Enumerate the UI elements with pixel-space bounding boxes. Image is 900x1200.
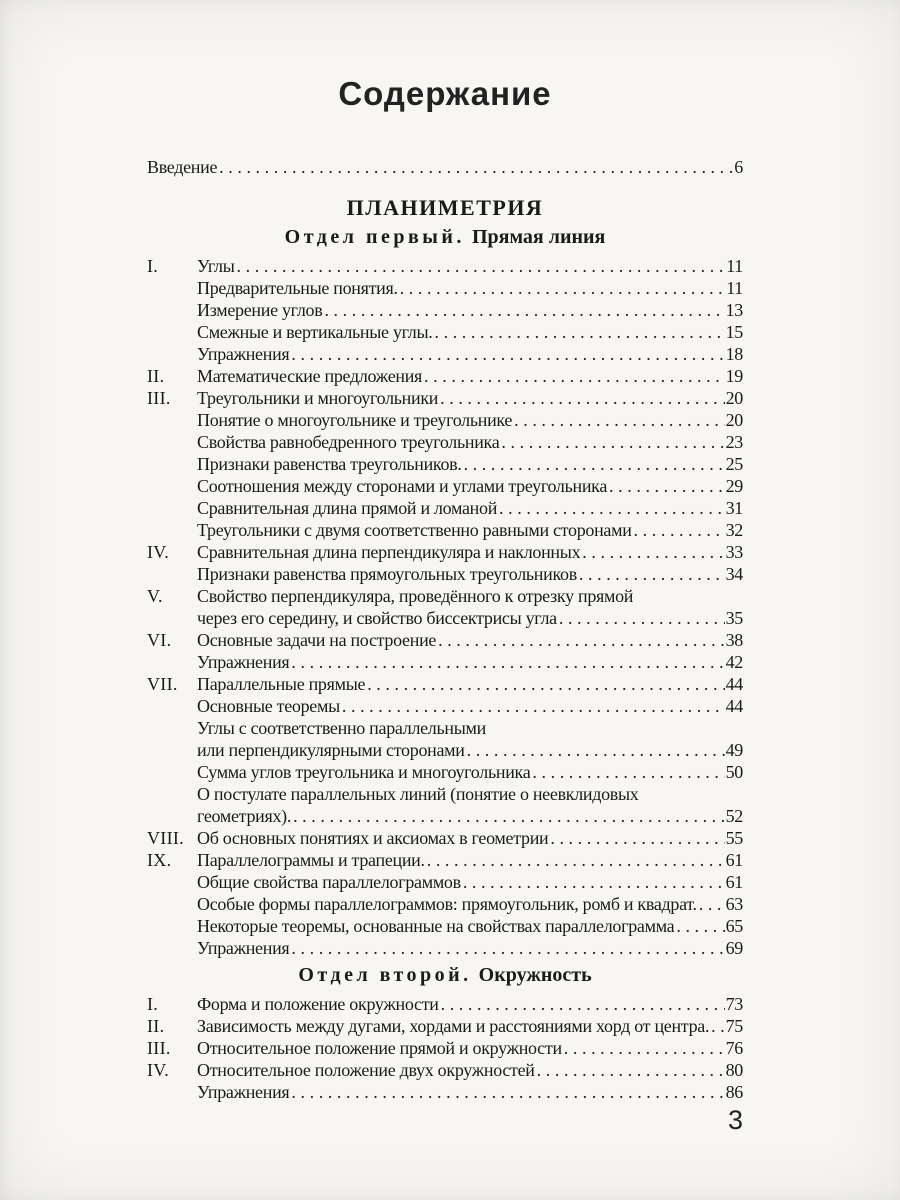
toc-entry-page: 55	[725, 828, 743, 848]
toc-entry-label: Предварительные понятия.	[197, 278, 398, 298]
dot-leader	[579, 563, 725, 585]
toc-entry-page: 35	[725, 608, 743, 628]
section-heading-plain: Прямая линия	[471, 226, 606, 248]
toc-entry-numeral: IX.	[147, 850, 172, 870]
section-entries	[147, 255, 743, 959]
toc-entry-page: 32	[725, 520, 743, 540]
toc-entry-page: 65	[725, 916, 743, 936]
toc-entry	[147, 1081, 743, 1103]
dot-leader	[464, 453, 725, 475]
toc-entry-label: Параллелограммы и трапеции.	[197, 850, 425, 870]
dot-leader	[342, 695, 725, 717]
toc-entry	[147, 849, 743, 871]
toc-entry-label: Сумма углов треугольника и многоугольника	[197, 762, 531, 782]
toc-entry	[147, 629, 743, 651]
dot-leader	[427, 849, 725, 871]
dot-leader	[438, 629, 725, 651]
toc-entry-label: Некоторые теоремы, основанные на свойствах параллелограмма	[197, 916, 675, 936]
toc-entry-label: Общие свойства параллелограммов	[197, 872, 461, 892]
section-heading	[147, 225, 743, 249]
dot-leader	[291, 937, 724, 959]
toc-entry-page: 19	[725, 366, 743, 386]
toc-entry-page: 11	[726, 256, 743, 276]
toc-entry-page: 76	[725, 1038, 743, 1058]
dot-leader	[634, 519, 725, 541]
toc-entry	[147, 563, 743, 585]
toc-entry-numeral: V.	[147, 586, 163, 606]
toc-entry-label: Свойство перпендикуляра, проведённого к отрезку прямой	[197, 586, 634, 606]
toc-entry-label: Измерение углов	[197, 300, 323, 320]
dot-leader	[237, 255, 726, 277]
page-title: Содержание	[338, 75, 552, 112]
toc-entry-page: 73	[725, 994, 743, 1014]
section-heading	[147, 963, 743, 987]
toc-entry	[147, 651, 743, 673]
dot-leader	[219, 156, 733, 178]
toc-entry	[147, 541, 743, 563]
toc-entry-page: 63	[725, 894, 743, 914]
toc-entry	[147, 497, 743, 519]
toc-entry-page: 20	[725, 410, 743, 430]
toc-entry-label: Признаки равенства прямоугольных треугольников	[197, 564, 577, 584]
toc-entry	[147, 717, 743, 739]
page-number: 3	[727, 1105, 743, 1135]
toc-entry-label: Свойства равнобедренного треугольника	[197, 432, 500, 452]
toc-entry-numeral: IV.	[147, 1060, 170, 1080]
toc-entry-page: 69	[725, 938, 743, 958]
toc-entry-page: 80	[725, 1060, 743, 1080]
toc-entry-page: 52	[725, 806, 743, 826]
toc-entry	[147, 343, 743, 365]
dot-leader	[291, 651, 724, 673]
toc-entry-label: Признаки равенства треугольников.	[197, 454, 462, 474]
toc-entry-label: Смежные и вертикальные углы.	[197, 322, 433, 342]
toc-entry-numeral: VII.	[147, 674, 178, 694]
toc-entry-page: 44	[725, 696, 743, 716]
toc-entry-label: Упражнения	[197, 938, 290, 958]
dot-leader	[559, 607, 725, 629]
toc-entry	[147, 365, 743, 387]
toc-entry-numeral: IV.	[147, 542, 170, 562]
toc-entry	[147, 915, 743, 937]
toc-entry	[147, 585, 743, 607]
toc-entry	[147, 519, 743, 541]
section-heading-spaced: Отдел первый.	[284, 226, 465, 248]
dot-leader	[699, 893, 725, 915]
dot-leader	[463, 871, 725, 893]
toc-entry-page: 29	[725, 476, 743, 496]
toc-entry	[147, 937, 743, 959]
toc-entry-label: Относительное положение двух окружностей	[197, 1060, 535, 1080]
toc-entry-label: Понятие о многоугольнике и треугольнике	[197, 410, 513, 430]
toc-entry	[147, 893, 743, 915]
toc-entry	[147, 761, 743, 783]
toc-entry-numeral: III.	[147, 1038, 171, 1058]
toc-entry-label: Форма и положение окружности	[197, 994, 439, 1014]
dot-leader	[467, 739, 725, 761]
toc-entry-numeral: VIII.	[147, 828, 184, 848]
toc-entry-numeral: III.	[147, 388, 171, 408]
dot-leader	[514, 409, 724, 431]
toc-entry-page: 50	[725, 762, 743, 782]
toc-entry-label: Упражнения	[197, 1082, 290, 1102]
toc-entry-page: 11	[726, 278, 743, 298]
toc-entry	[147, 871, 743, 893]
dot-leader	[582, 541, 724, 563]
dot-leader	[435, 321, 725, 343]
toc-entry-label: О постулате параллельных линий (понятие о неевклидовых	[197, 784, 639, 804]
toc-entry-numeral: II.	[147, 366, 165, 386]
toc-entry	[147, 321, 743, 343]
toc-entry-label: Параллельные прямые	[197, 674, 366, 694]
toc-entry	[147, 607, 743, 629]
toc-entry-label: Об основных понятиях и аксиомах в геометрии	[197, 828, 549, 848]
dot-leader	[550, 827, 724, 849]
toc-entry	[147, 1059, 743, 1081]
toc-entry-page: 38	[725, 630, 743, 650]
section-heading-plain: Окружность	[478, 964, 592, 986]
toc-entry-page: 20	[725, 388, 743, 408]
dot-leader	[324, 299, 724, 321]
toc-entry	[147, 277, 743, 299]
toc-entry-label: Углы	[197, 256, 235, 276]
toc-entry-numeral: I.	[147, 994, 159, 1014]
dot-leader	[499, 497, 725, 519]
toc-entry-label: Соотношения между сторонами и углами треугольника	[197, 476, 608, 496]
toc-entry-label: Упражнения	[197, 652, 290, 672]
toc-entry	[147, 475, 743, 497]
toc-entry-label: Основные задачи на построение	[197, 630, 437, 650]
dot-leader	[711, 1015, 724, 1037]
toc-entry	[147, 453, 743, 475]
toc-entry-page: 49	[725, 740, 743, 760]
toc-entry	[147, 739, 743, 761]
toc-entry-page: 44	[725, 674, 743, 694]
toc-entry	[147, 255, 743, 277]
toc-entry	[147, 805, 743, 827]
toc-entry-label: Математические предложения	[197, 366, 423, 386]
toc-entry	[147, 431, 743, 453]
toc-entry	[147, 827, 743, 849]
dot-leader	[367, 673, 724, 695]
toc-entry	[147, 299, 743, 321]
toc-content	[147, 0, 743, 1103]
toc-sections	[147, 225, 743, 1103]
toc-entry-page: 23	[725, 432, 743, 452]
toc-entry-label: Особые формы параллелограммов: прямоугольник, ромб и квадрат.	[197, 894, 697, 914]
dot-leader	[424, 365, 725, 387]
toc-entry-label: Введение	[147, 157, 218, 177]
dot-leader	[440, 387, 724, 409]
toc-entry-label: через его середину, и свойство биссектрисы угла	[197, 608, 557, 628]
dot-leader	[532, 761, 724, 783]
dot-leader	[609, 475, 725, 497]
toc-entry-label: Упражнения	[197, 344, 290, 364]
toc-entry	[147, 783, 743, 805]
toc-entry-label: Треугольники и многоугольники	[197, 388, 439, 408]
toc-section	[147, 225, 743, 959]
toc-entry-label: Углы с соответственно параллельными	[197, 718, 486, 738]
toc-entry	[147, 409, 743, 431]
toc-entry-label: Треугольники с двумя соответственно равными сторонами	[197, 520, 632, 540]
toc-entry	[147, 993, 743, 1015]
toc-entry	[147, 673, 743, 695]
dot-leader	[537, 1059, 725, 1081]
toc-entry-page: 61	[725, 872, 743, 892]
toc-entry-numeral: I.	[147, 256, 159, 276]
toc-entry	[147, 1037, 743, 1059]
dot-leader	[676, 915, 724, 937]
toc-entry	[147, 695, 743, 717]
toc-entry-page: 6	[734, 157, 743, 177]
toc-entry-page: 86	[725, 1082, 743, 1102]
toc-entry-page: 75	[725, 1016, 743, 1036]
dot-leader	[501, 431, 724, 453]
toc-section	[147, 963, 743, 1103]
toc-entry-label: Зависимость между дугами, хордами и расстояниями хорд от центра.	[197, 1016, 710, 1036]
toc-entry	[147, 1015, 743, 1037]
section-heading-spaced: Отдел второй.	[298, 964, 472, 986]
toc-entry-label: или перпендикулярными сторонами	[197, 740, 465, 760]
toc-entry-label: Относительное положение прямой и окружности	[197, 1038, 562, 1058]
dot-leader	[441, 993, 725, 1015]
toc-entry-intro	[147, 156, 743, 178]
toc-entry-page: 33	[725, 542, 743, 562]
toc-entry-page: 18	[725, 344, 743, 364]
dot-leader	[291, 1081, 724, 1103]
toc-entry-page: 13	[725, 300, 743, 320]
toc-entry-page: 25	[725, 454, 743, 474]
toc-entry-page: 15	[725, 322, 743, 342]
part-title: ПЛАНИМЕТРИЯ	[346, 195, 544, 220]
toc-entry-label: Сравнительная длина перпендикуляра и наклонных	[197, 542, 581, 562]
dot-leader	[400, 277, 726, 299]
dot-leader	[293, 805, 725, 827]
toc-entry-label: Основные теоремы	[197, 696, 340, 716]
toc-entry-numeral: VI.	[147, 630, 172, 650]
toc-entry-label: Сравнительная длина прямой и ломаной	[197, 498, 498, 518]
toc-entry-page: 61	[725, 850, 743, 870]
section-entries	[147, 993, 743, 1103]
toc-entry-label: геометриях).	[197, 806, 292, 826]
toc-entry-page: 31	[725, 498, 743, 518]
toc-entry-page: 34	[725, 564, 743, 584]
toc-entry-page: 42	[725, 652, 743, 672]
dot-leader	[564, 1037, 725, 1059]
dot-leader	[291, 343, 724, 365]
toc-entry	[147, 387, 743, 409]
toc-entry-numeral: II.	[147, 1016, 165, 1036]
